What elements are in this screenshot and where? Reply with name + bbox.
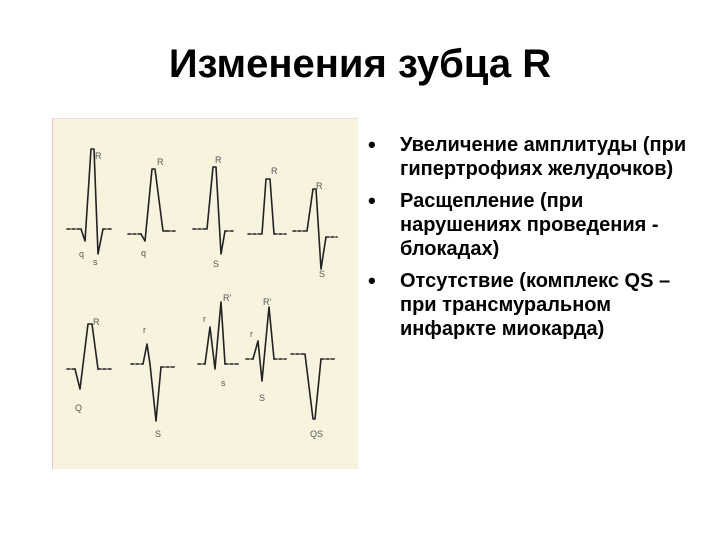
wave-label: s (221, 378, 226, 388)
wave-label: QS (310, 429, 324, 439)
wave-label: R (95, 151, 102, 161)
ecg-complex-qrs-row1-1 (67, 149, 113, 254)
wave-label: R' (263, 297, 272, 307)
ecg-complex-rsr-row2-4 (246, 307, 286, 381)
wave-label: r (250, 329, 253, 339)
wave-label: q (79, 249, 85, 259)
ecg-complexes (53, 119, 358, 469)
wave-label: s (93, 257, 98, 267)
bullet-item (366, 189, 706, 261)
bullet-text: Расщепление (при нарушениях проведения - блокадах) (400, 190, 659, 260)
wave-label: R (316, 181, 323, 191)
wave-label: S (155, 429, 162, 439)
ecg-complex-qs-row2-5 (291, 354, 335, 419)
bullet-marker: • (368, 132, 376, 157)
bullet-item (366, 133, 706, 181)
ecg-complex-rs-row1-3 (193, 167, 235, 254)
ecg-complex-rsr-row2-3 (198, 302, 238, 369)
ecg-complex-r-row1-4 (248, 179, 286, 234)
bullet-text: Увеличение амплитуды (при гипертрофиях желудочков) (400, 134, 687, 180)
wave-label: q (141, 248, 147, 258)
ecg-complex-qr-row2-1 (67, 324, 113, 389)
wave-label: R (215, 155, 222, 165)
ecg-complex-rs-row2-2 (131, 344, 175, 421)
ecg-complex-rs-row1-5 (293, 189, 337, 269)
bullet-marker: • (368, 188, 376, 213)
wave-label: r (143, 325, 146, 335)
wave-label: Q (75, 403, 83, 413)
wave-label: S (319, 269, 326, 279)
wave-label: S (259, 393, 266, 403)
ecg-figure (52, 118, 358, 469)
bullet-marker: • (368, 268, 376, 293)
slide-title: Изменения зубца R (168, 42, 552, 86)
bullet-list (366, 133, 706, 349)
wave-label: R (271, 166, 278, 176)
wave-label: S (213, 259, 220, 269)
ecg-complex-qr-row1-2 (128, 169, 175, 241)
wave-label: r (203, 314, 206, 324)
wave-label: R' (223, 293, 232, 303)
bullet-text: Отсутствие (комплекс QS – при трансмуральном инфаркте миокарда) (400, 270, 671, 340)
wave-label: R (93, 317, 100, 327)
wave-label: R (157, 157, 164, 167)
bullet-item (366, 269, 706, 341)
